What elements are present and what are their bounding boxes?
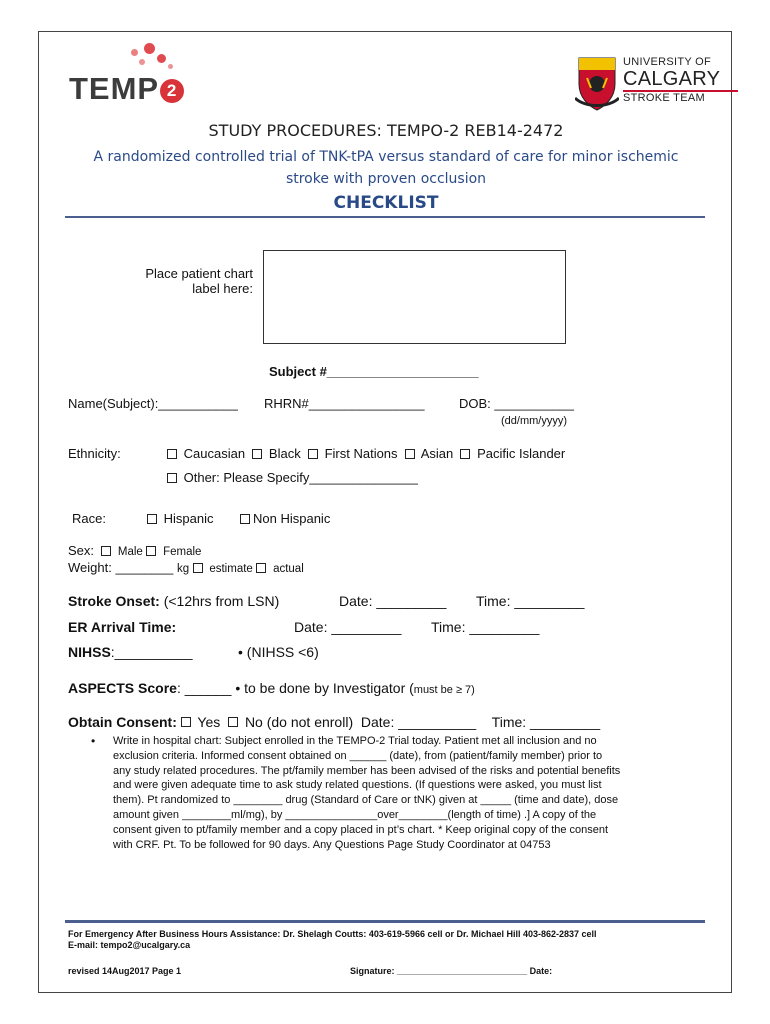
ethnicity-option-label: Black xyxy=(268,446,301,461)
sex-option-female[interactable]: Female xyxy=(163,546,202,558)
rhrn-field[interactable]: RHRN#________________ xyxy=(264,396,425,411)
consent-line: with CRF. Pt. To be followed for 90 days. Any Questions Page Study Coordinator at 04753 xyxy=(113,838,551,851)
email-contact: E-mail: tempo2@ucalgary.ca xyxy=(68,940,191,950)
aspects-label: ASPECTS Score xyxy=(68,680,177,696)
weight-row xyxy=(68,560,304,575)
ucalgary-line3: STROKE TEAM xyxy=(623,92,705,104)
checkbox-icon[interactable] xyxy=(252,449,262,459)
weight-field[interactable]: ________ xyxy=(115,560,174,575)
main-title: STUDY PROCEDURES: TEMPO-2 REB14-2472 xyxy=(208,121,564,140)
ethnicity-option-caucasian[interactable] xyxy=(167,446,245,461)
ethnicity-option-label: Asian xyxy=(420,446,454,461)
emergency-contact: For Emergency After Business Hours Assistance: Dr. Shelagh Coutts: 403-619-5966 cell or Dr. Michael Hill 403-862-2837 cell xyxy=(68,929,597,939)
ethnicity-option-label: Caucasian xyxy=(183,446,246,461)
ethnicity-label: Ethnicity: xyxy=(68,446,121,461)
subtitle-line2: stroke with proven occlusion xyxy=(285,171,487,187)
consent-line: amount given ________ml/mg), by _______________over________(length of time) .] A copy of the xyxy=(113,808,597,821)
ethnicity-other-field[interactable] xyxy=(167,470,418,485)
weight-option-actual[interactable]: actual xyxy=(273,563,304,575)
checkbox-icon[interactable] xyxy=(167,473,177,483)
consent-time[interactable]: Time: _________ xyxy=(491,714,601,730)
logo-dot-icon xyxy=(168,64,173,69)
consent-line: and were given adequate time to ask study related questions. (If questions were asked, you must list xyxy=(113,779,602,792)
checkbox-icon[interactable] xyxy=(308,449,318,459)
ethnicity-other-label: Other: Please Specify_______________ xyxy=(183,470,418,485)
checkbox-icon[interactable] xyxy=(460,449,470,459)
checkbox-icon[interactable] xyxy=(256,563,266,573)
race-option-hispanic[interactable] xyxy=(147,511,213,526)
sex-label: Sex: xyxy=(68,543,95,558)
checkbox-icon[interactable] xyxy=(193,563,203,573)
consent-line: any study related procedures. The pt/family member has been advised of the risks and potential benefits xyxy=(113,764,621,777)
dob-format: (dd/mm/yyyy) xyxy=(501,415,567,427)
dob-field[interactable]: DOB: ___________ xyxy=(459,396,574,411)
checkbox-icon[interactable] xyxy=(405,449,415,459)
ucalgary-line2: CALGARY xyxy=(623,68,721,90)
sex-option-male[interactable]: Male xyxy=(117,546,143,558)
logo-dot-icon xyxy=(144,43,155,54)
stroke-onset-label: Stroke Onset: xyxy=(68,593,160,609)
ethnicity-option-label: First Nations xyxy=(324,446,398,461)
logo-dot-icon xyxy=(139,59,145,65)
logo-dot-icon xyxy=(131,49,138,56)
ethnicity-option-pacific-islander[interactable] xyxy=(460,446,565,461)
consent-line: exclusion criteria. Informed consent obtained on ______ (date), from (patient/family member) prior to xyxy=(113,749,603,762)
name-field[interactable]: Name(Subject):___________ xyxy=(68,396,238,411)
er-arrival-date[interactable]: Date: _________ xyxy=(294,619,402,635)
nihss-label: NIHSS xyxy=(68,644,111,660)
aspects-note-small: must be ≥ 7) xyxy=(413,684,475,696)
ethnicity-option-label: Pacific Islander xyxy=(477,446,566,461)
consent-line: consent given to pt/family member and a copy placed in pt’s chart. * Keep original copy of the consent xyxy=(113,823,609,836)
title-rule xyxy=(65,216,705,218)
race-option-label: Non Hispanic xyxy=(253,511,331,526)
stroke-onset-date[interactable]: Date: _________ xyxy=(339,593,447,609)
er-arrival-time[interactable]: Time: _________ xyxy=(431,619,540,635)
race-option-non-hispanic[interactable] xyxy=(240,511,330,526)
checkbox-icon[interactable] xyxy=(228,717,238,727)
checkbox-icon[interactable] xyxy=(240,514,250,524)
race-option-label: Hispanic xyxy=(163,511,214,526)
tempo2-logo xyxy=(69,47,199,117)
checkbox-icon[interactable] xyxy=(147,514,157,524)
consent-option-no[interactable]: No (do not enroll) xyxy=(244,714,354,730)
consent-line: Write in hospital chart: Subject enrolled in the TEMPO-2 Trial today. Patient met all inclusion and no xyxy=(113,735,597,747)
ucalgary-line1: UNIVERSITY OF xyxy=(623,56,712,68)
label-instruction-line1: Place patient chart xyxy=(145,266,253,281)
document-page xyxy=(38,31,732,993)
consent-label: Obtain Consent: xyxy=(68,714,177,730)
checkbox-icon[interactable] xyxy=(101,546,111,556)
ucalgary-crest-icon xyxy=(575,54,619,112)
tempo-logo-word: TEMP xyxy=(69,71,160,106)
weight-label: Weight: xyxy=(68,560,112,575)
ethnicity-option-asian[interactable] xyxy=(405,446,453,461)
subtitle-line1: A randomized controlled trial of TNK-tPA versus standard of care for minor ischemic xyxy=(93,149,679,165)
consent-bullet: • xyxy=(91,734,96,748)
nihss-row xyxy=(68,644,193,660)
label-instruction-line2: label here: xyxy=(192,281,253,296)
logo-dot-icon xyxy=(157,54,166,63)
weight-option-estimate[interactable]: estimate xyxy=(209,563,253,575)
aspects-row xyxy=(68,680,475,696)
signature-field[interactable]: Signature: __________________________ Date: xyxy=(350,966,553,976)
consent-row xyxy=(68,714,600,730)
ethnicity-option-first-nations[interactable] xyxy=(308,446,398,461)
consent-option-yes[interactable]: Yes xyxy=(197,714,221,730)
checklist-heading: CHECKLIST xyxy=(333,193,439,213)
aspects-field[interactable]: : ______ xyxy=(176,680,232,696)
weight-unit: kg xyxy=(176,563,190,575)
consent-paragraph xyxy=(113,734,703,852)
checkbox-icon[interactable] xyxy=(167,449,177,459)
stroke-onset-time[interactable]: Time: _________ xyxy=(476,593,585,609)
ethnicity-options xyxy=(167,446,565,461)
aspects-note: • to be done by Investigator ( xyxy=(235,680,414,696)
stroke-onset-row xyxy=(68,593,279,609)
ucalgary-logo xyxy=(575,54,721,114)
patient-label-box[interactable] xyxy=(263,250,566,344)
tempo-logo-text xyxy=(69,71,184,107)
sex-row xyxy=(68,543,201,558)
consent-line: them). Pt randomized to ________ drug (Standard of Care or tNK) given at _____ (time and date), dose xyxy=(113,794,619,807)
tempo-logo-two: 2 xyxy=(160,79,184,103)
checkbox-icon[interactable] xyxy=(181,717,191,727)
race-label: Race: xyxy=(72,511,106,526)
label-instruction xyxy=(137,266,253,296)
nihss-field[interactable]: :__________ xyxy=(110,644,193,660)
footer-rule xyxy=(65,920,705,923)
er-arrival-label: ER Arrival Time: xyxy=(68,619,177,635)
subject-number-field[interactable]: Subject #_____________________ xyxy=(269,364,479,379)
ethnicity-option-black[interactable] xyxy=(252,446,300,461)
consent-date[interactable]: Date: __________ xyxy=(360,714,477,730)
revision-note: revised 14Aug2017 Page 1 xyxy=(68,966,182,976)
checkbox-icon[interactable] xyxy=(146,546,156,556)
stroke-onset-note: (<12hrs from LSN) xyxy=(159,593,280,609)
nihss-note: • (NIHSS <6) xyxy=(238,644,319,660)
